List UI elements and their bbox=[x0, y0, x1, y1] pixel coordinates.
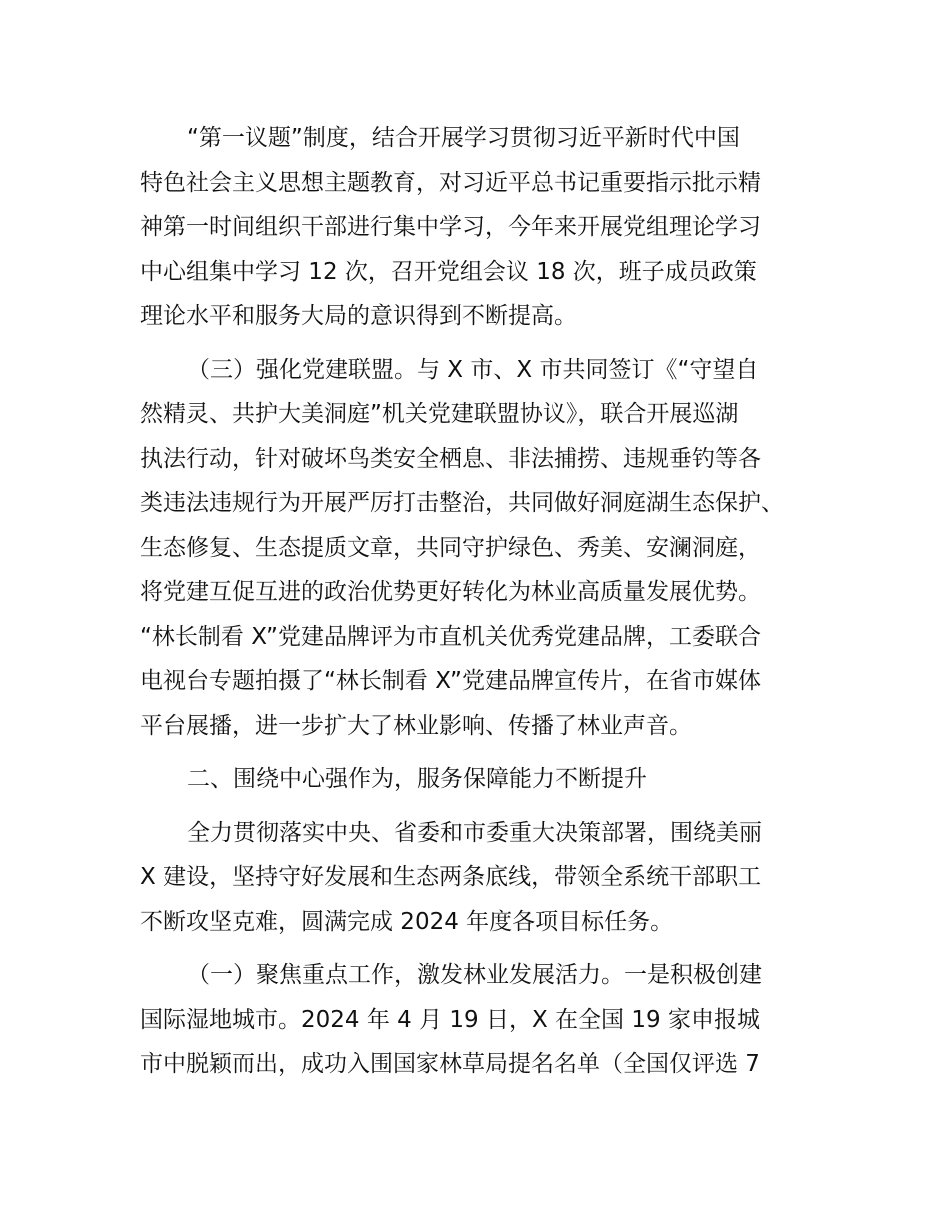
text-line: 然精灵、共护大美洞庭”机关党建联盟协议》，联合开展巡湖 bbox=[140, 401, 739, 427]
text-line: “第一议题”制度，结合开展学习贯彻习近平新时代中国 bbox=[187, 125, 740, 151]
section-heading bbox=[140, 757, 820, 802]
paragraph-spacer bbox=[140, 748, 820, 757]
text-line: 执法行动，针对破坏鸟类安全栖息、非法捕捞、违规垂钓等各 bbox=[140, 445, 761, 472]
section-heading-text: 二、围绕中心强作为，服务保障能力不断提升 bbox=[187, 766, 647, 792]
text-line: 将党建互促互进的政治优势更好转化为林业高质量发展优势。 bbox=[140, 579, 761, 605]
text-line: 特色社会主义思想主题教育，对习近平总书记重要指示批示精 bbox=[140, 169, 761, 196]
text-line: 全力贯彻落实中央、省委和市委重大决策部署，围绕美丽 bbox=[187, 819, 762, 846]
text-line: 不断攻坚克难，圆满完成 2024 年度各项目标任务。 bbox=[140, 908, 674, 935]
paragraph-spacer bbox=[140, 802, 820, 811]
text-line: 国际湿地城市。2024 年 4 月 19 日，X 在全国 19 家申报城 bbox=[140, 1006, 760, 1033]
text-line: 中心组集中学习 12 次，召开党组会议 18 次，班子成员政策 bbox=[140, 258, 757, 285]
text-line: （三）强化党建联盟。与 X 市、X 市共同签订《“守望自 bbox=[187, 356, 759, 383]
paragraph-party-alliance bbox=[140, 348, 820, 749]
text-line: 电视台专题拍摄了“林长制看 X”党建品牌宣传片，在省市媒体 bbox=[140, 668, 761, 694]
paragraph-key-work bbox=[140, 953, 820, 1087]
text-line: （一）聚焦重点工作，激发林业发展活力。一是积极创建 bbox=[187, 962, 762, 988]
text-line: 平台展播，进一步扩大了林业影响、传播了林业声音。 bbox=[140, 712, 692, 739]
document-body bbox=[140, 116, 820, 1087]
text-line: 类违法违规行为开展严厉打击整治，共同做好洞庭湖生态保护、 bbox=[140, 490, 784, 516]
text-line: 理论水平和服务大局的意识得到不断提高。 bbox=[140, 303, 577, 329]
paragraph-spacer bbox=[140, 339, 820, 348]
text-line: 市中脱颖而出，成功入围国家林草局提名名单（全国仅评选 7 bbox=[140, 1051, 760, 1077]
paragraph-spacer bbox=[140, 944, 820, 953]
text-line: 生态修复、生态提质文章，共同守护绿色、秀美、安澜洞庭， bbox=[140, 534, 761, 561]
text-line: 神第一时间组织干部进行集中学习，今年来开展党组理论学习 bbox=[140, 214, 761, 240]
text-line: X 建设，坚持守好发展和生态两条底线，带领全系统干部职工 bbox=[140, 864, 762, 890]
paragraph-first-topic-system bbox=[140, 116, 820, 339]
text-line: “林长制看 X”党建品牌评为市直机关优秀党建品牌，工委联合 bbox=[140, 623, 761, 650]
paragraph-section-intro bbox=[140, 811, 820, 945]
